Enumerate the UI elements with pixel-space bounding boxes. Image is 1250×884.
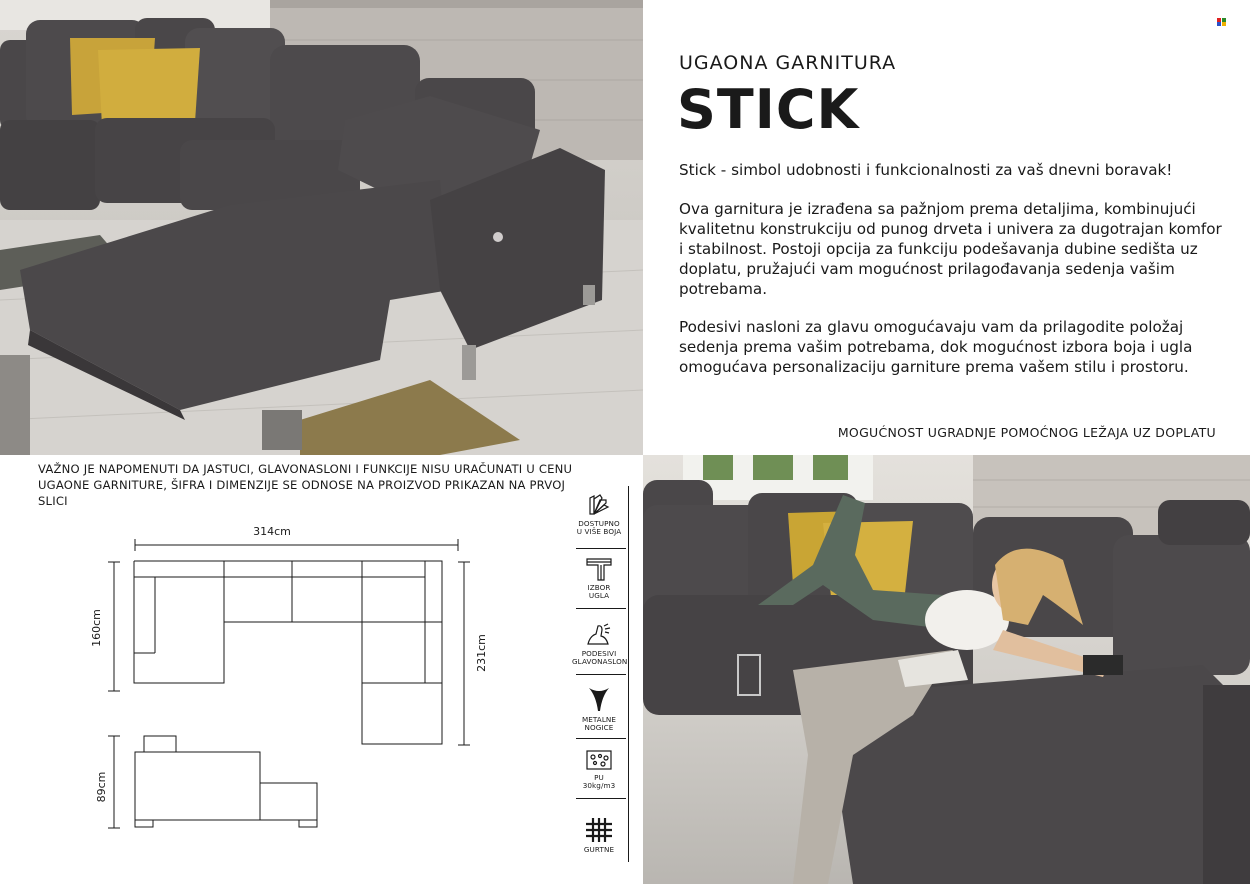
product-title: STICK [677, 78, 860, 141]
feature-colors: DOSTUPNO U VIŠE BOJA [572, 492, 626, 536]
product-subtitle: UGAONA GARNITURA [679, 52, 897, 74]
feature-foam: PU 30kg/m3 [572, 748, 626, 790]
right-depth-dimension: 231cm [475, 634, 488, 672]
adjustable-headrest-icon [584, 622, 614, 648]
color-squares-logo [1217, 18, 1226, 26]
feature-headrests: PODESIVI GLAVONASLONI [572, 622, 626, 666]
metal-leg-icon [586, 684, 612, 714]
feature-legs: METALNE NOGICE [572, 684, 626, 732]
corner-choice-icon [585, 556, 613, 582]
product-photo-sofa [0, 0, 643, 455]
price-disclaimer: VAŽNO JE NAPOMENUTI DA JASTUCI, GLAVONASLONI I FUNKCIJE NISU URAČUNATI U CENU UGAONE GARNITURE, ŠIFRA I DIMENZIJE SE ODNOSE NA PROIZVOD PRIKAZAN NA PRVOJ SLICI [38, 462, 573, 508]
product-paragraph-headrests: Podesivi nasloni za glavu omogućavaju vam da prilagodite položaj sedenja prema vašim potrebama, dok mogućnost izbora boja i ugla omogućava personalizaciju garniture prema vašem stilu i prostoru. [679, 318, 1193, 376]
webbing-grid-icon [584, 816, 614, 844]
dimension-drawing [80, 520, 500, 840]
feature-corner: IZBOR UGLA [572, 556, 626, 600]
product-paragraph-intro: Stick - simbol udobnosti i funkcionalnosti za vaš dnevni boravak! [679, 161, 1173, 179]
width-dimension: 314cm [253, 525, 291, 538]
foam-block-icon [585, 748, 613, 772]
left-depth-dimension: 160cm [90, 609, 103, 647]
color-swatch-icon [586, 492, 612, 518]
feature-webbing: GURTNE [572, 816, 626, 854]
product-paragraph-construction: Ova garnitura je izrađena sa pažnjom prema detaljima, kombinujući kvalitetnu konstrukciju od punog drveta i univera za dugotrajan komfor i stabilnost. Postoji opcija za funkciju podešavanja dubine sedišta uz doplatu, pružajući vam mogućnost prilagođavanja sedenja vašim potrebama. [679, 200, 1222, 298]
option-note: MOGUĆNOST UGRADNJE POMOĆNOG LEŽAJA UZ DOPLATU [837, 425, 1216, 440]
feature-icons [572, 486, 629, 862]
height-dimension: 89cm [95, 771, 108, 803]
product-text-panel [643, 0, 1250, 455]
lifestyle-photo [643, 455, 1250, 884]
